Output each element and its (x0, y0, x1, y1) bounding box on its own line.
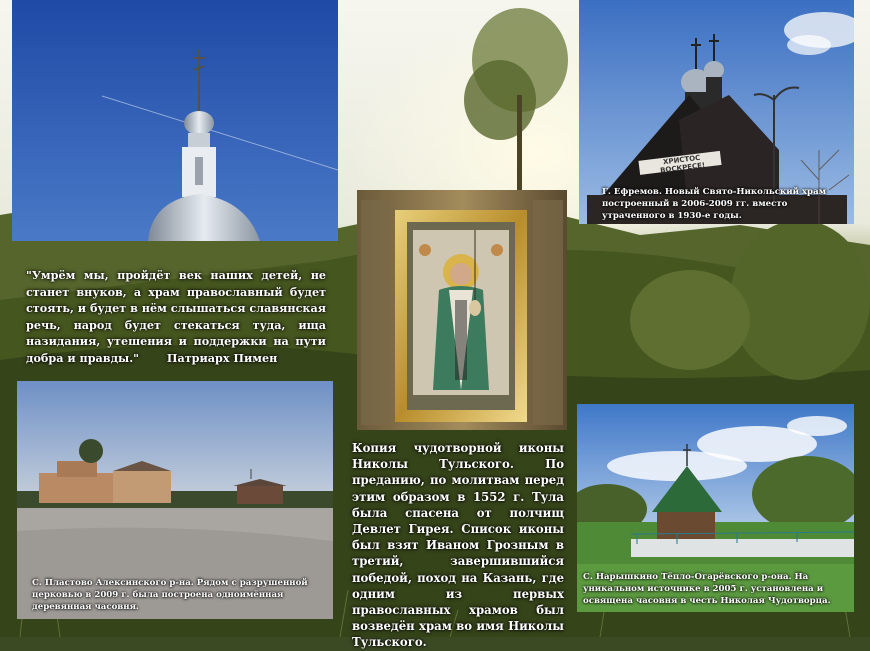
photo-church-dome (12, 0, 338, 241)
caption-efremov: Г. Ефремов. Новый Свято-Никольский храм построенный в 2006-2009 гг. вместо утраченного в 1930-е годы. (602, 187, 827, 221)
quote-author: Патриарх Пимен (166, 350, 278, 365)
efremov-banner-sign: ХРИСТОС ВОСКРЕСЕ! (659, 153, 706, 175)
caption-plastovo: С. Пластово Алексинского р-на. Рядом с разрушенной церковью в 2009 г. была построена одноимённая деревянная часовня. (32, 578, 308, 612)
icon-description: Копия чудотворной иконы Николы Тульского. По преданию, по молитвам перед этим образом в 1552 г. Тула была спасена от полчищ Девлет Гирея. Список иконы был взят Иваном Грозным в третий, завершившийся победой, поход на Казань, где одним из первых православных храмов был возведён храм во имя Николы Тульского. (352, 441, 564, 650)
quote-text: "Умрём мы, пройдёт век наших детей, не станет внуков, а храм православный будет стоять, и будет в нём слышаться славянская речь, народ будет стекаться туда, ища назидания, утешения и поддержки на пути добра и правды." (26, 268, 326, 365)
patriarch-quote (26, 267, 326, 366)
photo-icon-nikola (357, 190, 567, 430)
caption-naryshkino: С. Нарышкино Тёпло-Огарёвского р-она. На уникальном источнике в 2005 г. установлена и освящена часовня в честь Николая Чудотворца. (583, 572, 831, 606)
